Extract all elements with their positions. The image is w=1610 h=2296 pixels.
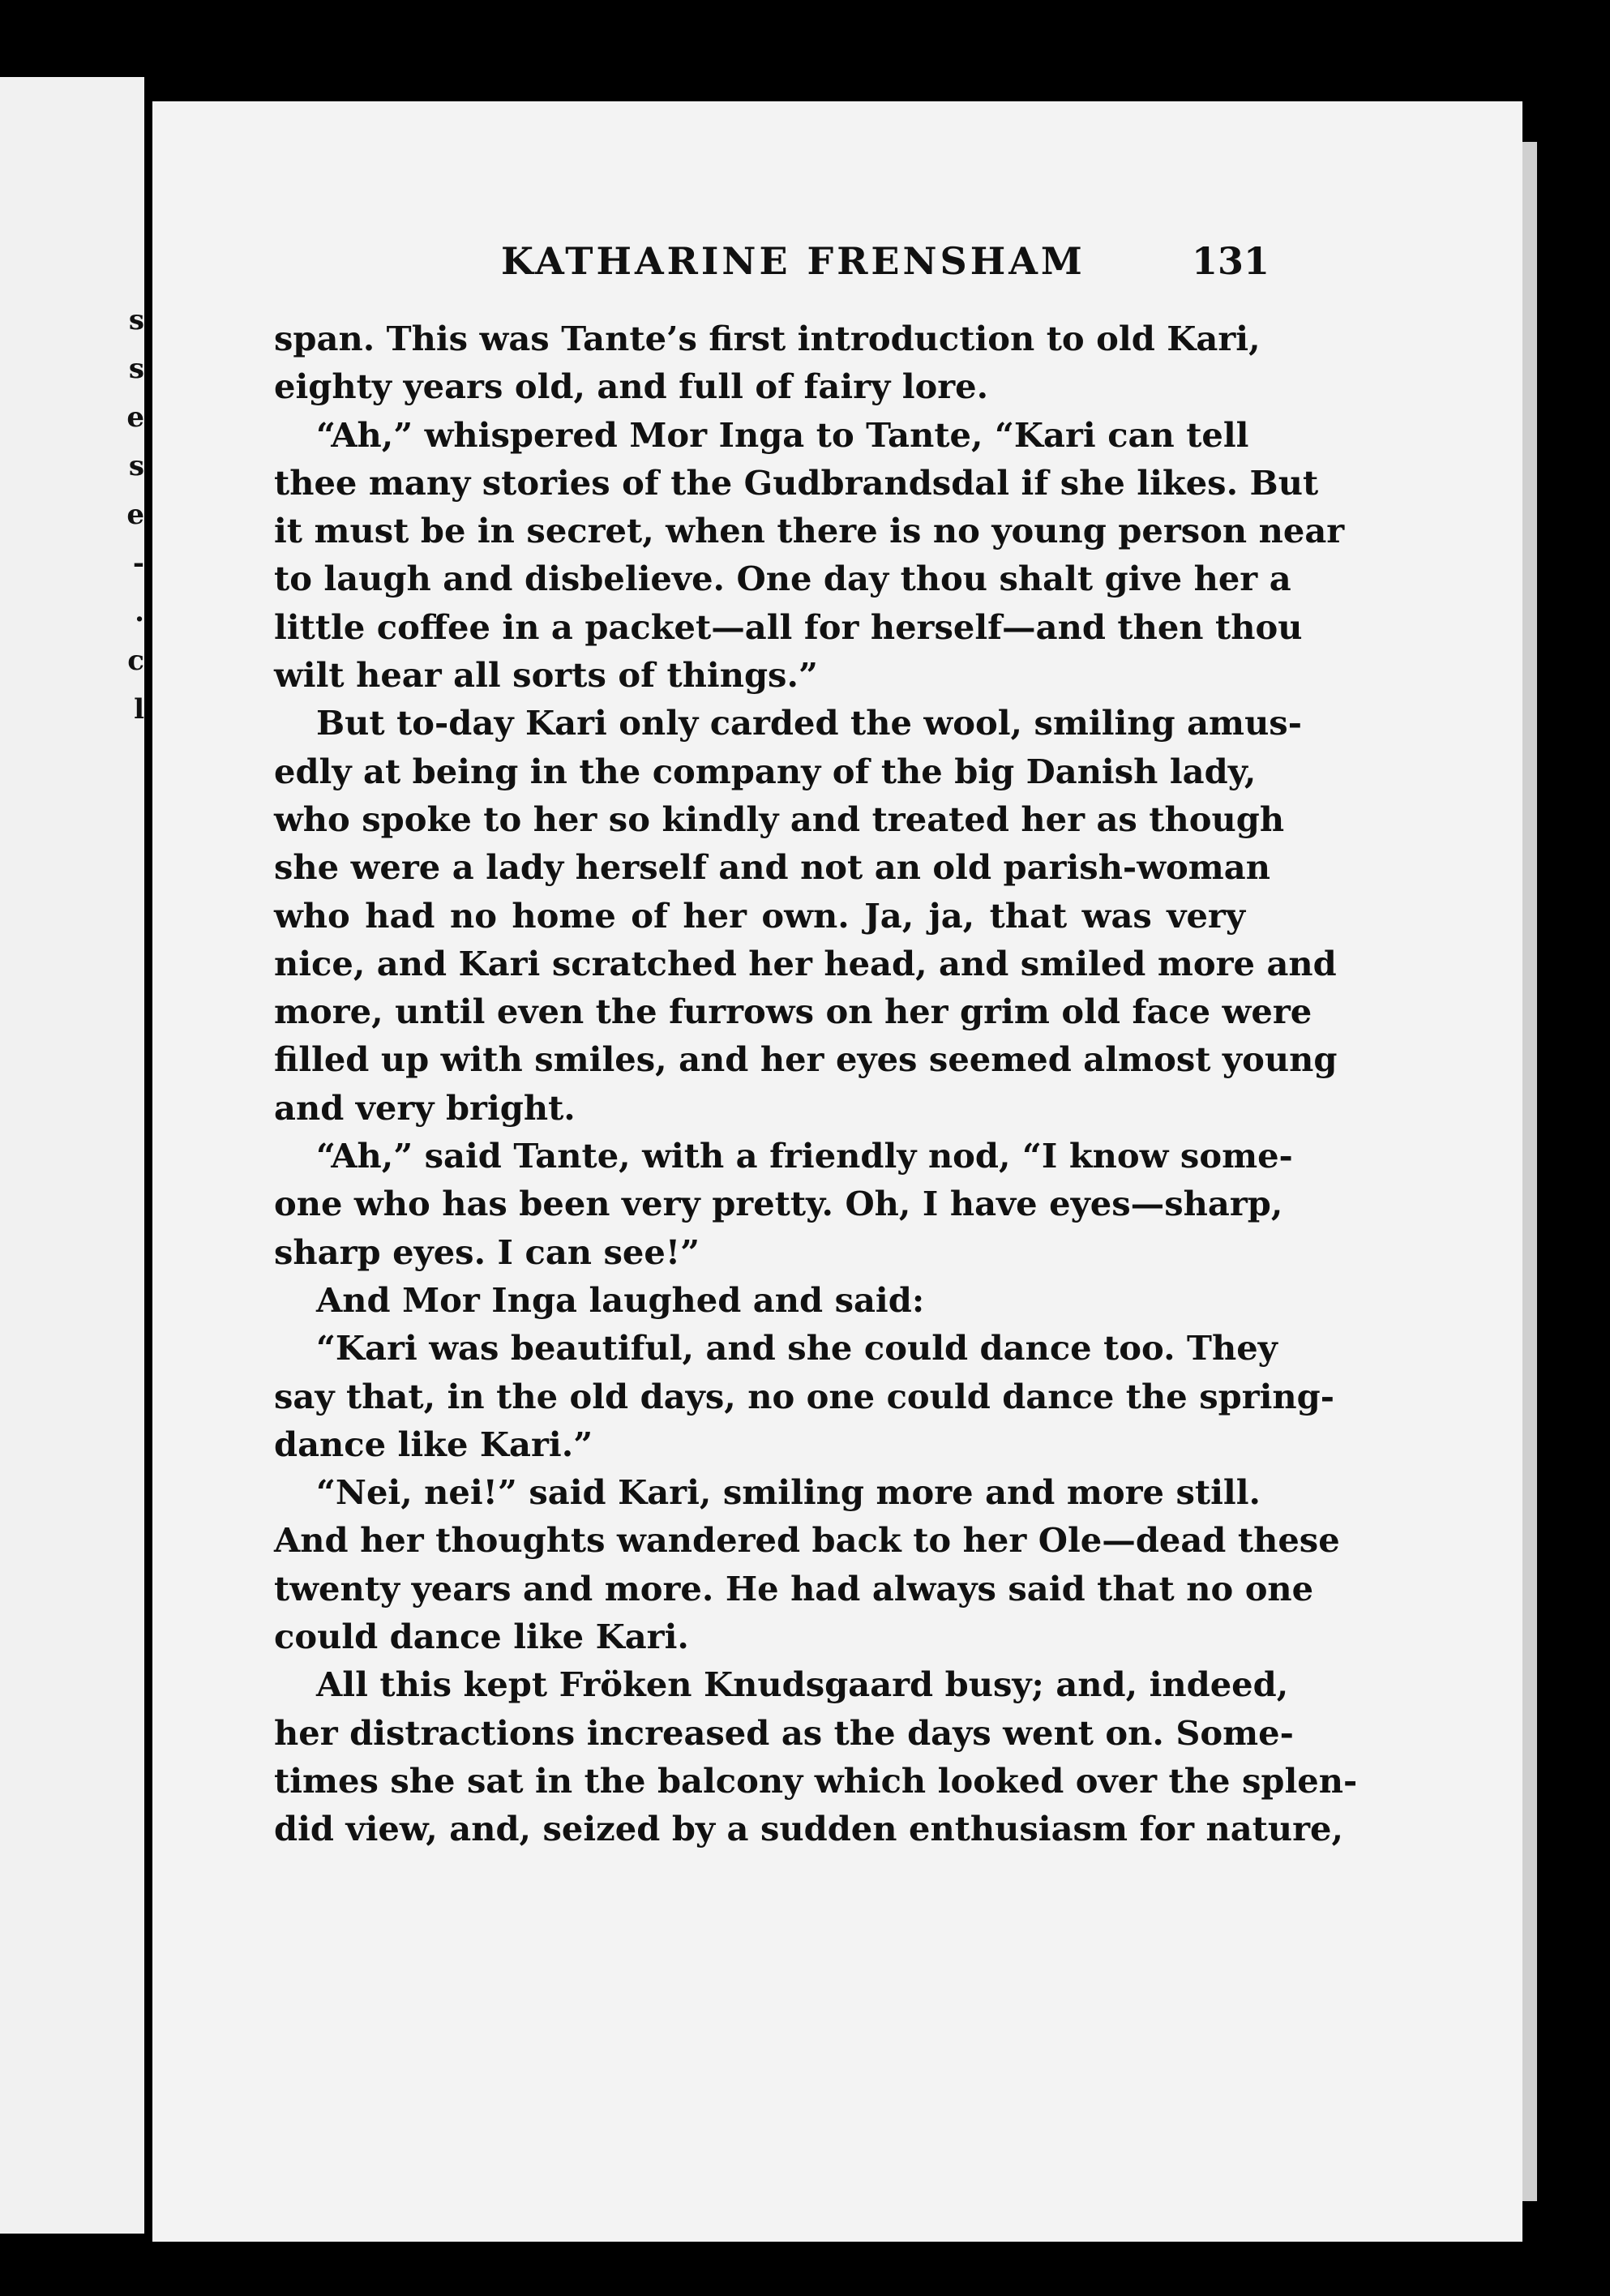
paragraph [274,411,1345,700]
text-line: who had no home of her own. Ja, ja, that was very [274,895,1245,936]
facing-page-edge [0,77,144,2234]
paragraph [274,1132,1293,1276]
page-header [0,239,1610,288]
paragraph [274,699,1338,1132]
text-line: and very bright. [274,1087,576,1128]
text-line: “Nei, nei!” said Kari, smiling more and more still. [316,1472,1261,1513]
text-line: edly at being in the company of the big Danish lady, [274,751,1257,791]
text-line: “Ah,” whispered Mor Inga to Tante, “Kari can tell [316,414,1249,455]
text-line: “Kari was beautiful, and she could dance too. They [316,1328,1278,1369]
text-line: twenty years and more. He had always said that no one [274,1568,1314,1608]
text-line: And Mor Inga laughed and said: [316,1279,925,1320]
text-line: to laugh and disbelieve. One day thou shalt give her a [274,559,1291,599]
paragraph [274,1324,1335,1468]
text-line: “Ah,” said Tante, with a friendly nod, “I know some- [316,1136,1293,1176]
text-line: who spoke to her so kindly and treated her as though [274,799,1285,839]
text-line: it must be in secret, when there is no young person near [274,511,1345,551]
text-line: But to-day Kari only carded the wool, smiling amus- [316,703,1302,743]
body-text [274,315,1358,1853]
page-edge-shadow [1522,142,1537,2201]
text-line: sharp eyes. I can see!” [274,1232,700,1272]
text-line: did view, and, seized by a sudden enthusiasm for nature, [274,1809,1343,1849]
text-line: thee many stories of the Gudbrandsdal if she likes. But [274,462,1319,503]
text-line: say that, in the old days, no one could dance the spring- [274,1376,1335,1416]
paragraph [274,1660,1358,1853]
page-number: 131 [1192,239,1270,283]
running-head: KATHARINE FRENSHAM [501,239,1085,283]
text-line: could dance like Kari. [274,1617,689,1657]
text-line: filled up with smiles, and her eyes seemed almost young [274,1039,1338,1080]
text-line: more, until even the furrows on her grim old face were [274,992,1312,1032]
text-line: nice, and Kari scratched her head, and smiled more and [274,943,1337,983]
book-gutter [144,89,152,2213]
text-line: one who has been very pretty. Oh, I have eyes—sharp, [274,1184,1283,1224]
text-line: eighty years old, and full of fairy lore. [274,366,989,407]
text-line: her distractions increased as the days went on. Some- [274,1712,1294,1753]
text-line: little coffee in a packet—all for herself—and then thou [274,606,1303,647]
text-line: wilt hear all sorts of things.” [274,655,818,696]
facing-page-letter-fragments: s s e s e - . c l [126,304,144,726]
text-line: she were a lady herself and not an old parish-woman [274,847,1270,888]
text-line: dance like Kari.” [274,1424,593,1464]
text-line: times she sat in the balcony which looked over the splen- [274,1760,1358,1801]
text-line: And her thoughts wandered back to her Ole—dead these [274,1520,1340,1561]
text-line: All this kept Fröken Knudsgaard busy; and, indeed, [316,1664,1289,1705]
paragraph [274,1276,1245,1324]
paragraph [274,1468,1340,1660]
text-line: span. This was Tante’s first introduction to old Kari, [274,319,1261,358]
paragraph [274,315,1261,411]
